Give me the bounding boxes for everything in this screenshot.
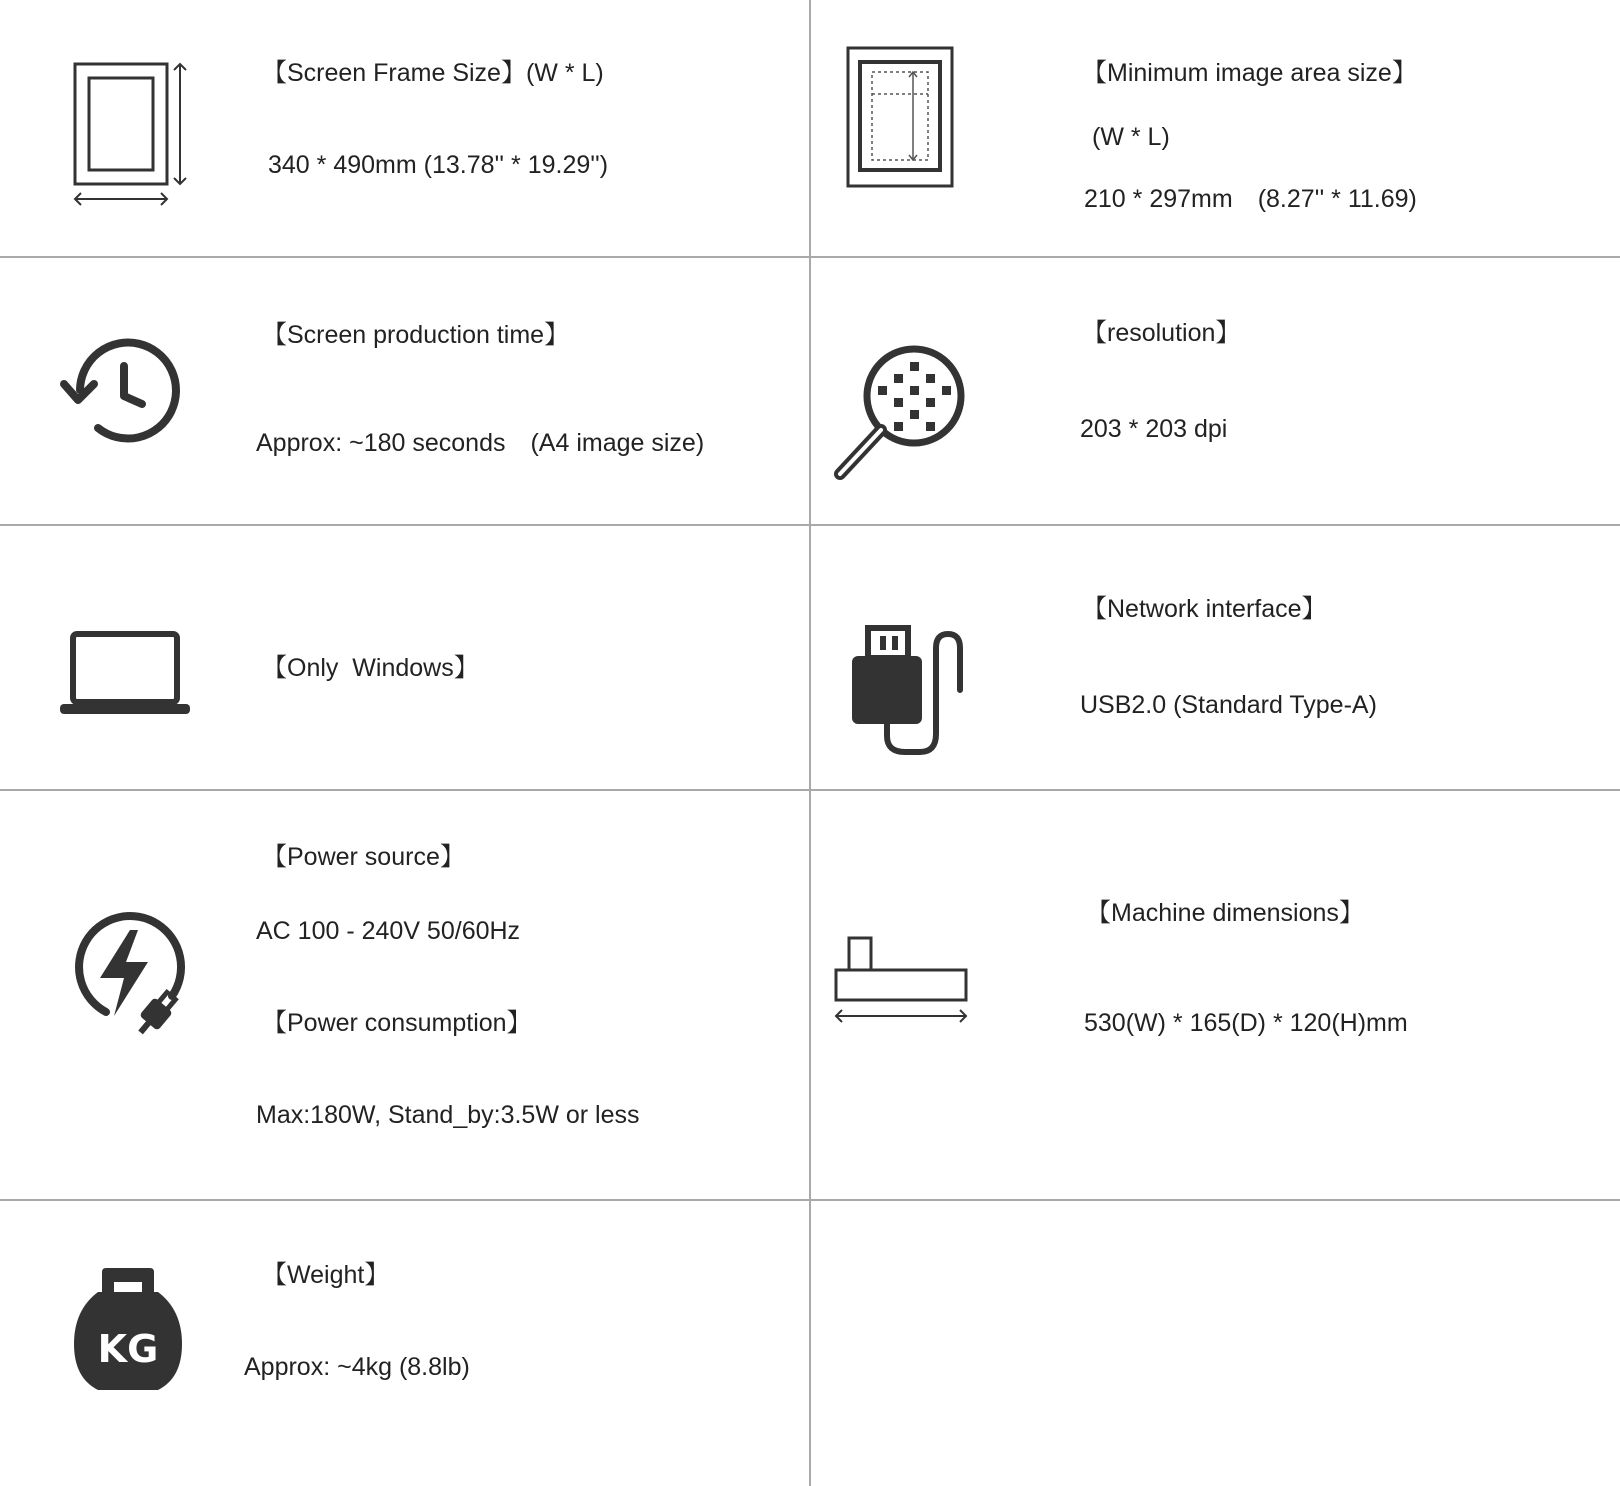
frame-size-icon <box>70 60 192 206</box>
spec-title: 【Only Windows】 <box>262 654 479 682</box>
magnifier-dots-icon <box>832 344 968 482</box>
spec-title: 【resolution】 <box>1082 319 1241 347</box>
history-clock-icon <box>60 340 178 444</box>
spec-subtitle: (W * L) <box>1092 123 1170 151</box>
kg-label: KG <box>97 1327 159 1371</box>
spec-value: USB2.0 (Standard Type-A) <box>1080 691 1377 719</box>
kettlebell-kg-icon <box>72 1266 184 1392</box>
spec-title: 【Screen Frame Size】(W * L) <box>262 59 604 87</box>
spec-value: Approx: ~4kg (8.8lb) <box>244 1353 470 1381</box>
spec-value: 530(W) * 165(D) * 120(H)mm <box>1084 1009 1408 1037</box>
machine-dimensions-icon <box>834 934 970 1026</box>
image-area-icon <box>846 46 954 188</box>
spec-title: 【Screen production time】 <box>262 321 570 349</box>
spec-value: Max:180W, Stand_by:3.5W or less <box>256 1101 640 1129</box>
spec-value: 210 * 297mm (8.27'' * 11.69) <box>1084 185 1417 213</box>
spec-title: 【Power source】 <box>262 843 465 871</box>
laptop-icon <box>58 632 192 716</box>
spec-title: 【Power consumption】 <box>262 1009 532 1037</box>
spec-value: Approx: ~180 seconds (A4 image size) <box>256 429 705 457</box>
spec-title: 【Machine dimensions】 <box>1086 899 1364 927</box>
spec-value: 203 * 203 dpi <box>1080 415 1228 443</box>
spec-title: 【Network interface】 <box>1082 595 1327 623</box>
spec-value: AC 100 - 240V 50/60Hz <box>256 917 521 945</box>
spec-title: 【Minimum image area size】 <box>1082 59 1417 87</box>
power-plug-icon <box>68 908 186 1042</box>
spec-value: 340 * 490mm (13.78'' * 19.29'') <box>268 151 609 179</box>
spec-title: 【Weight】 <box>262 1261 390 1289</box>
usb-plug-icon <box>850 624 972 756</box>
column-divider <box>809 0 811 1486</box>
